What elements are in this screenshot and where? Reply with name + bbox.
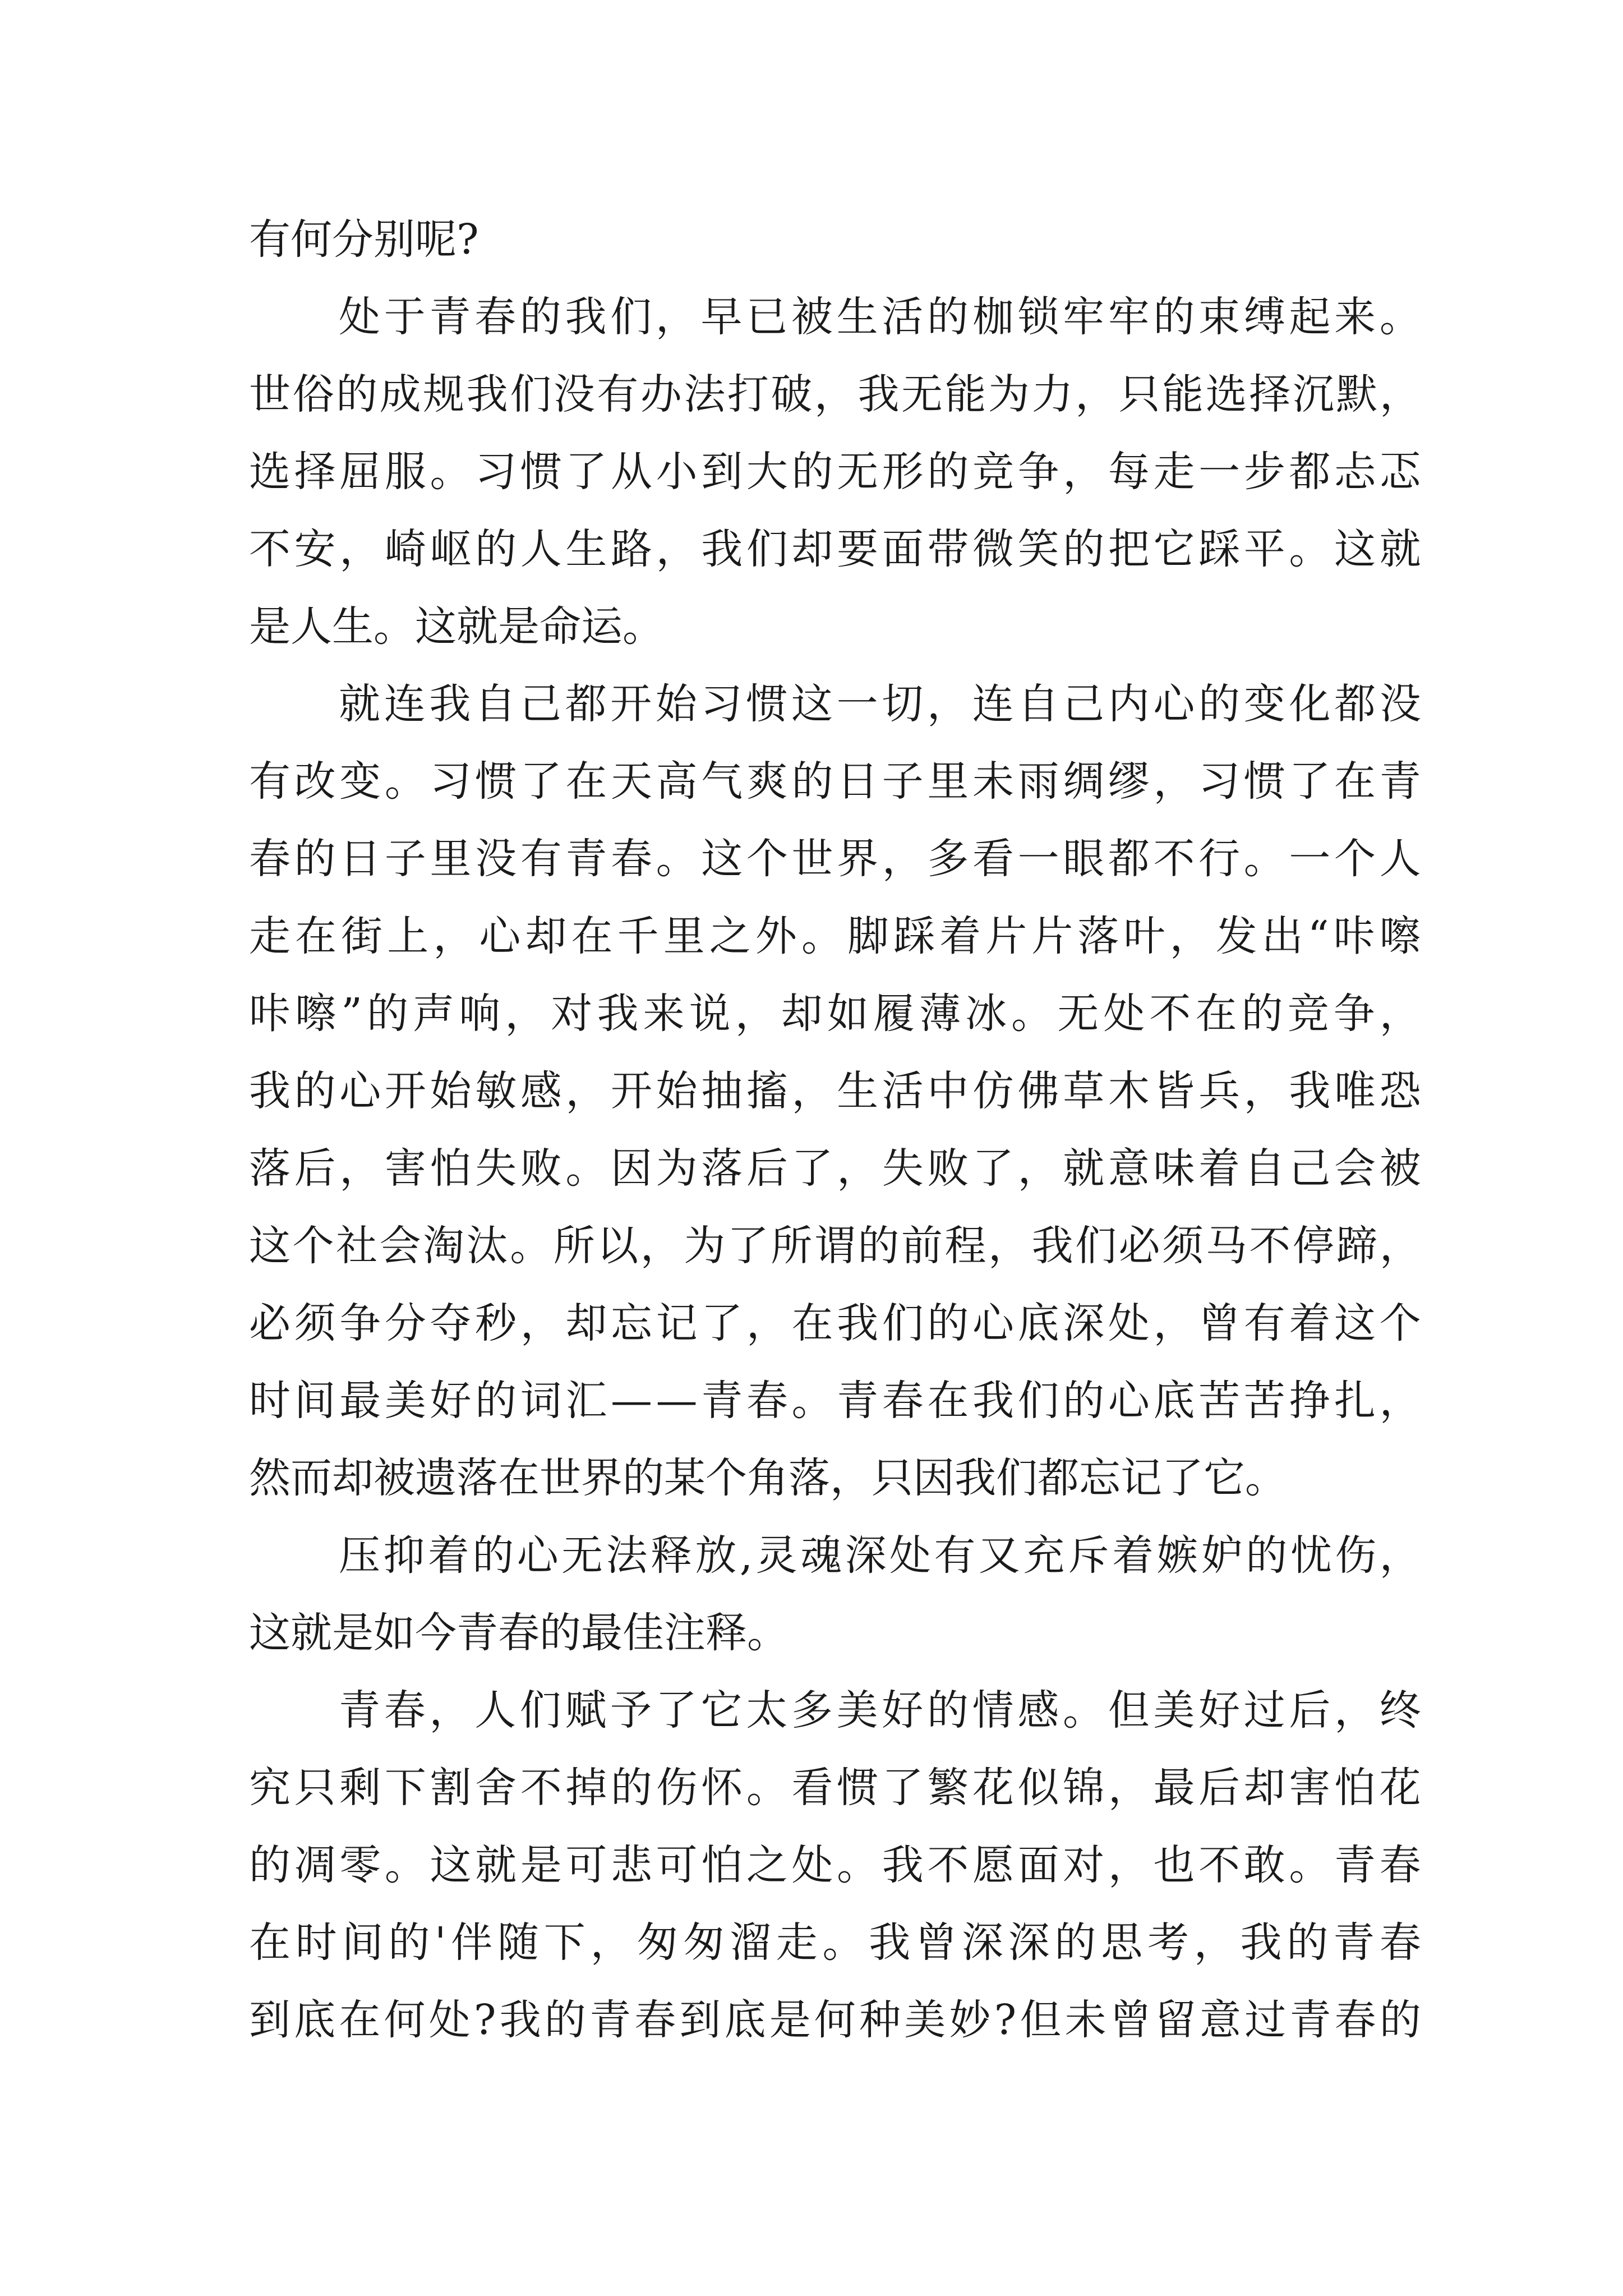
text-line: 这 个 社 会 淘 汰 。 所 以 ， 为 了 所 谓 的 前 程 ， 我 们 必 须 马 不 停 蹄 ， [249,1222,1421,1270]
text-line: 压 抑 着 的 心 无 法 释 放 , 灵 魂 深 处 有 又 充 斥 着 嫉 妒 的 忧 伤 ， [339,1531,1421,1580]
text-line: 青 春 ， 人 们 赋 予 了 它 太 多 美 好 的 情 感 。 但 美 好 过 后 ， 终 [339,1686,1421,1734]
text-line: 世 俗 的 成 规 我 们 没 有 办 法 打 破 ， 我 无 能 为 力 ， 只 能 选 择 沉 默 ， [249,370,1421,418]
text-line: 走 在 街 上 ， 心 却 在 千 里 之 外 。 脚 踩 着 片 片 落 叶 ， 发 出 “ 咔 嚓 [249,912,1421,960]
text-line: 有何分别呢? [249,215,479,264]
text-line: 我 的 心 开 始 敏 感 ， 开 始 抽 搐 ， 生 活 中 仿 佛 草 木 皆 兵 ， 我 唯 恐 [249,1067,1421,1115]
text-line: 咔 嚓 ” 的 声 响 ， 对 我 来 说 ， 却 如 履 薄 冰 。 无 处 不 在 的 竞 争 ， [249,990,1421,1038]
text-line: 有 改 变 。 习 惯 了 在 天 高 气 爽 的 日 子 里 未 雨 绸 缪 ， 习 惯 了 在 青 [249,757,1421,806]
text-line: 春 的 日 子 里 没 有 青 春 。 这 个 世 界 ， 多 看 一 眼 都 不 行 。 一 个 人 [249,835,1421,883]
text-line: 到 底 在 何 处 ? 我 的 青 春 到 底 是 何 种 美 妙 ? 但 未 曾 留 意 过 青 春 的 [249,1996,1421,2044]
text-line: 是人生。这就是命运。 [249,602,664,651]
text-line: 然而却被遗落在世界的某个角落，只因我们都忘记了它。 [249,1454,1287,1502]
text-line: 在 时 间 的 ' 伴 随 下 ， 匆 匆 溜 走 。 我 曾 深 深 的 思 考 ， 我 的 青 春 [249,1918,1421,1967]
text-line: 就 连 我 自 己 都 开 始 习 惯 这 一 切 ， 连 自 己 内 心 的 变 化 都 没 [339,680,1421,728]
text-line: 落 后 ， 害 怕 失 败 。 因 为 落 后 了 ， 失 败 了 ， 就 意 味 着 自 己 会 被 [249,1144,1421,1193]
text-line: 处 于 青 春 的 我 们 ， 早 已 被 生 活 的 枷 锁 牢 牢 的 束 缚 起 来 。 [339,293,1421,341]
text-line: 不 安 ， 崎 岖 的 人 生 路 ， 我 们 却 要 面 带 微 笑 的 把 它 踩 平 。 这 就 [249,525,1421,573]
text-line: 必 须 争 分 夺 秒 ， 却 忘 记 了 ， 在 我 们 的 心 底 深 处 ， 曾 有 着 这 个 [249,1299,1421,1347]
text-line: 究 只 剩 下 割 舍 不 掉 的 伤 怀 。 看 惯 了 繁 花 似 锦 ， 最 后 却 害 怕 花 [249,1764,1421,1812]
text-line: 选 择 屈 服 。 习 惯 了 从 小 到 大 的 无 形 的 竞 争 ， 每 走 一 步 都 忐 忑 [249,448,1421,496]
text-line: 时 间 最 美 好 的 词 汇 — — 青 春 。 青 春 在 我 们 的 心 底 苦 苦 挣 扎 ， [249,1377,1421,1425]
text-line: 这就是如今青春的最佳注释。 [249,1609,789,1657]
text-line: 的 凋 零 。 这 就 是 可 悲 可 怕 之 处 。 我 不 愿 面 对 ， 也 不 敢 。 青 春 [249,1841,1421,1889]
